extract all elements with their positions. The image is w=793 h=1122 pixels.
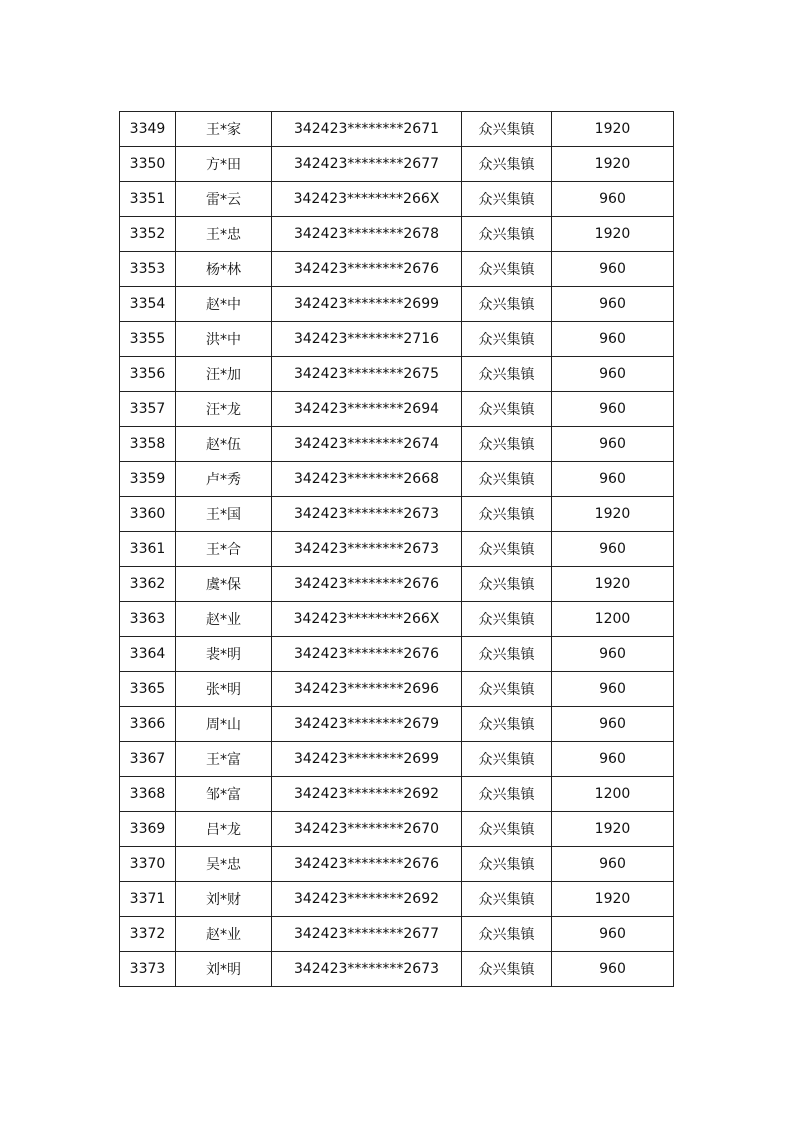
id-number-cell: 342423********2673 bbox=[272, 952, 462, 987]
town-cell: 众兴集镇 bbox=[462, 882, 552, 917]
town-cell: 众兴集镇 bbox=[462, 672, 552, 707]
row-number-cell: 3364 bbox=[120, 637, 176, 672]
town-cell: 众兴集镇 bbox=[462, 357, 552, 392]
table-row bbox=[120, 322, 674, 357]
id-number-cell: 342423********2692 bbox=[272, 777, 462, 812]
table-row bbox=[120, 777, 674, 812]
amount-cell: 960 bbox=[552, 462, 674, 497]
row-number-cell: 3366 bbox=[120, 707, 176, 742]
name-cell: 杨*林 bbox=[176, 252, 272, 287]
amount-cell: 960 bbox=[552, 287, 674, 322]
row-number-cell: 3353 bbox=[120, 252, 176, 287]
name-cell: 王*家 bbox=[176, 112, 272, 147]
amount-cell: 960 bbox=[552, 742, 674, 777]
row-number-cell: 3359 bbox=[120, 462, 176, 497]
amount-cell: 960 bbox=[552, 252, 674, 287]
amount-cell: 960 bbox=[552, 672, 674, 707]
name-cell: 吕*龙 bbox=[176, 812, 272, 847]
id-number-cell: 342423********2676 bbox=[272, 252, 462, 287]
town-cell: 众兴集镇 bbox=[462, 427, 552, 462]
row-number-cell: 3369 bbox=[120, 812, 176, 847]
amount-cell: 960 bbox=[552, 392, 674, 427]
table-body bbox=[120, 112, 674, 987]
id-number-cell: 342423********2670 bbox=[272, 812, 462, 847]
name-cell: 洪*中 bbox=[176, 322, 272, 357]
row-number-cell: 3362 bbox=[120, 567, 176, 602]
id-number-cell: 342423********2676 bbox=[272, 637, 462, 672]
table-row bbox=[120, 917, 674, 952]
id-number-cell: 342423********2699 bbox=[272, 742, 462, 777]
town-cell: 众兴集镇 bbox=[462, 462, 552, 497]
table-row bbox=[120, 532, 674, 567]
name-cell: 邹*富 bbox=[176, 777, 272, 812]
amount-cell: 960 bbox=[552, 952, 674, 987]
row-number-cell: 3361 bbox=[120, 532, 176, 567]
id-number-cell: 342423********2676 bbox=[272, 847, 462, 882]
name-cell: 卢*秀 bbox=[176, 462, 272, 497]
id-number-cell: 342423********2675 bbox=[272, 357, 462, 392]
amount-cell: 1920 bbox=[552, 147, 674, 182]
town-cell: 众兴集镇 bbox=[462, 532, 552, 567]
row-number-cell: 3365 bbox=[120, 672, 176, 707]
name-cell: 王*富 bbox=[176, 742, 272, 777]
name-cell: 裴*明 bbox=[176, 637, 272, 672]
name-cell: 赵*伍 bbox=[176, 427, 272, 462]
name-cell: 刘*财 bbox=[176, 882, 272, 917]
town-cell: 众兴集镇 bbox=[462, 742, 552, 777]
table-row bbox=[120, 847, 674, 882]
table-row bbox=[120, 672, 674, 707]
table-row bbox=[120, 567, 674, 602]
name-cell: 方*田 bbox=[176, 147, 272, 182]
table-row bbox=[120, 252, 674, 287]
table-row bbox=[120, 497, 674, 532]
name-cell: 赵*中 bbox=[176, 287, 272, 322]
amount-cell: 960 bbox=[552, 357, 674, 392]
name-cell: 汪*加 bbox=[176, 357, 272, 392]
row-number-cell: 3349 bbox=[120, 112, 176, 147]
table-row bbox=[120, 952, 674, 987]
id-number-cell: 342423********2674 bbox=[272, 427, 462, 462]
id-number-cell: 342423********2677 bbox=[272, 917, 462, 952]
amount-cell: 960 bbox=[552, 707, 674, 742]
amount-cell: 960 bbox=[552, 532, 674, 567]
town-cell: 众兴集镇 bbox=[462, 182, 552, 217]
id-number-cell: 342423********2671 bbox=[272, 112, 462, 147]
table-row bbox=[120, 742, 674, 777]
name-cell: 赵*业 bbox=[176, 917, 272, 952]
name-cell: 赵*业 bbox=[176, 602, 272, 637]
row-number-cell: 3354 bbox=[120, 287, 176, 322]
name-cell: 刘*明 bbox=[176, 952, 272, 987]
id-number-cell: 342423********2677 bbox=[272, 147, 462, 182]
row-number-cell: 3358 bbox=[120, 427, 176, 462]
name-cell: 汪*龙 bbox=[176, 392, 272, 427]
row-number-cell: 3350 bbox=[120, 147, 176, 182]
town-cell: 众兴集镇 bbox=[462, 147, 552, 182]
town-cell: 众兴集镇 bbox=[462, 497, 552, 532]
town-cell: 众兴集镇 bbox=[462, 952, 552, 987]
amount-cell: 1920 bbox=[552, 567, 674, 602]
id-number-cell: 342423********2694 bbox=[272, 392, 462, 427]
table-row bbox=[120, 287, 674, 322]
amount-cell: 960 bbox=[552, 427, 674, 462]
name-cell: 虞*保 bbox=[176, 567, 272, 602]
id-number-cell: 342423********2699 bbox=[272, 287, 462, 322]
town-cell: 众兴集镇 bbox=[462, 637, 552, 672]
table-row bbox=[120, 427, 674, 462]
id-number-cell: 342423********2673 bbox=[272, 497, 462, 532]
amount-cell: 1920 bbox=[552, 112, 674, 147]
amount-cell: 1920 bbox=[552, 812, 674, 847]
row-number-cell: 3363 bbox=[120, 602, 176, 637]
table-row bbox=[120, 112, 674, 147]
id-number-cell: 342423********266X bbox=[272, 182, 462, 217]
town-cell: 众兴集镇 bbox=[462, 252, 552, 287]
town-cell: 众兴集镇 bbox=[462, 847, 552, 882]
table-row bbox=[120, 217, 674, 252]
table-row bbox=[120, 812, 674, 847]
name-cell: 王*合 bbox=[176, 532, 272, 567]
amount-cell: 1920 bbox=[552, 497, 674, 532]
id-number-cell: 342423********2696 bbox=[272, 672, 462, 707]
id-number-cell: 342423********2673 bbox=[272, 532, 462, 567]
amount-cell: 960 bbox=[552, 322, 674, 357]
table-row bbox=[120, 147, 674, 182]
amount-cell: 960 bbox=[552, 637, 674, 672]
id-number-cell: 342423********2678 bbox=[272, 217, 462, 252]
amount-cell: 960 bbox=[552, 917, 674, 952]
row-number-cell: 3373 bbox=[120, 952, 176, 987]
name-cell: 王*忠 bbox=[176, 217, 272, 252]
id-number-cell: 342423********2716 bbox=[272, 322, 462, 357]
town-cell: 众兴集镇 bbox=[462, 112, 552, 147]
id-number-cell: 342423********2668 bbox=[272, 462, 462, 497]
row-number-cell: 3367 bbox=[120, 742, 176, 777]
id-number-cell: 342423********266X bbox=[272, 602, 462, 637]
table-row bbox=[120, 357, 674, 392]
table-row bbox=[120, 882, 674, 917]
row-number-cell: 3351 bbox=[120, 182, 176, 217]
name-cell: 吴*忠 bbox=[176, 847, 272, 882]
town-cell: 众兴集镇 bbox=[462, 812, 552, 847]
town-cell: 众兴集镇 bbox=[462, 602, 552, 637]
table-row bbox=[120, 707, 674, 742]
table-row bbox=[120, 637, 674, 672]
town-cell: 众兴集镇 bbox=[462, 287, 552, 322]
id-number-cell: 342423********2692 bbox=[272, 882, 462, 917]
row-number-cell: 3360 bbox=[120, 497, 176, 532]
row-number-cell: 3371 bbox=[120, 882, 176, 917]
table-row bbox=[120, 462, 674, 497]
row-number-cell: 3352 bbox=[120, 217, 176, 252]
name-cell: 周*山 bbox=[176, 707, 272, 742]
name-cell: 王*国 bbox=[176, 497, 272, 532]
amount-cell: 960 bbox=[552, 182, 674, 217]
amount-cell: 1920 bbox=[552, 217, 674, 252]
row-number-cell: 3355 bbox=[120, 322, 176, 357]
town-cell: 众兴集镇 bbox=[462, 322, 552, 357]
name-cell: 雷*云 bbox=[176, 182, 272, 217]
row-number-cell: 3368 bbox=[120, 777, 176, 812]
town-cell: 众兴集镇 bbox=[462, 917, 552, 952]
table-row bbox=[120, 602, 674, 637]
row-number-cell: 3372 bbox=[120, 917, 176, 952]
town-cell: 众兴集镇 bbox=[462, 777, 552, 812]
town-cell: 众兴集镇 bbox=[462, 217, 552, 252]
name-cell: 张*明 bbox=[176, 672, 272, 707]
table-row bbox=[120, 392, 674, 427]
row-number-cell: 3356 bbox=[120, 357, 176, 392]
subsidy-table bbox=[119, 111, 674, 987]
amount-cell: 960 bbox=[552, 847, 674, 882]
id-number-cell: 342423********2679 bbox=[272, 707, 462, 742]
town-cell: 众兴集镇 bbox=[462, 392, 552, 427]
amount-cell: 1200 bbox=[552, 777, 674, 812]
id-number-cell: 342423********2676 bbox=[272, 567, 462, 602]
table-row bbox=[120, 182, 674, 217]
town-cell: 众兴集镇 bbox=[462, 707, 552, 742]
amount-cell: 1920 bbox=[552, 882, 674, 917]
row-number-cell: 3370 bbox=[120, 847, 176, 882]
town-cell: 众兴集镇 bbox=[462, 567, 552, 602]
amount-cell: 1200 bbox=[552, 602, 674, 637]
row-number-cell: 3357 bbox=[120, 392, 176, 427]
